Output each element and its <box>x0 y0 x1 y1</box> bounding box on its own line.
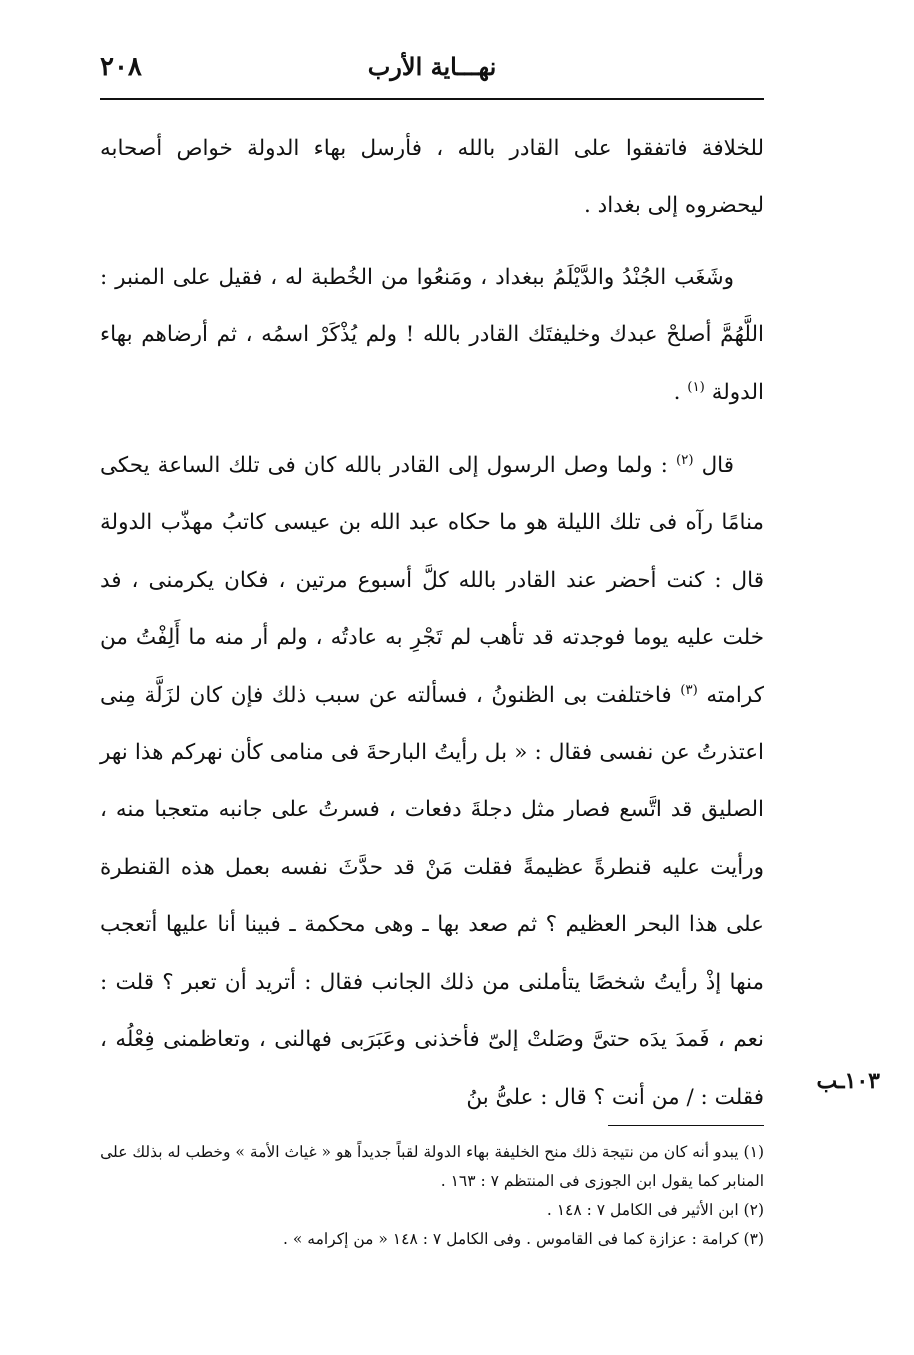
header-rule <box>100 98 764 100</box>
page-header <box>100 48 764 96</box>
manuscript-folio-marker: ١٠٣ـب <box>816 1068 880 1094</box>
paragraph-1: للخلافة فاتفقوا على القادر بالله ، فأرسل بهاء الدولة خواص أصحابه ليحضروه إلى بغداد . <box>100 136 764 219</box>
page-number: ٢٠٨ <box>100 52 142 82</box>
footnote-ref-1: (١) <box>687 379 705 395</box>
paragraph-2 <box>100 249 764 421</box>
paragraph-2-end: . <box>673 379 688 405</box>
footnote-2: (٢) ابن الأثير فى الكامل ٧ : ١٤٨ . <box>546 1201 764 1219</box>
footnotes <box>100 1138 764 1254</box>
paragraph-3-start: قال <box>701 453 735 479</box>
footnote-1: (١) يبدو أنه كان من نتيجة ذلك منح الخليفة بهاء الدولة لقباً جديداً هو « غياث الأمة » وخطب له بذلك على المنابر كما يقول ابن الجوزى فى المنتظم ٧ : ١٦٣ . <box>100 1143 764 1190</box>
footnote-rule <box>608 1125 764 1126</box>
running-title: نهـــاية الأرب <box>367 52 497 81</box>
footnote-ref-2: (٢) <box>675 452 694 468</box>
main-text <box>100 120 764 1126</box>
paragraph-3-text-a: : ولما وصل الرسول إلى القادر بالله كان فى تلك الساعة يحكى منامًا رآه فى تلك الليلة هو ما حكاه عبد الله بن عيسى كاتبُ مهذّب الدولة قال : كنت أحضر عند القادر بالله كلَّ أسبوع مرتين ، فكان يكرمنى ، فد خلت عليه يوما فوجدته قد تأهب لم تَجْرِ به عادتُه ، ولم أر منه ما أَلِفْتُ من كرامته <box>100 453 764 708</box>
footnote-3: (٣) كرامة : عزازة كما فى القاموس . وفى الكامل ٧ : ١٤٨ « من إكرامه » . <box>283 1230 764 1248</box>
paragraph-2-text: وشَغَب الجُنْدُ والدَّيْلَمُ ببغداد ، ومَنعُوا من الخُطبة له ، فقيل على المنبر : اللَّهُمَّ أصلحْ عبدك وخليفتَك القادر بالله ! ولم يُذْكَرْ اسمُه ، ثم أرضاهم بهاء الدولة <box>100 264 764 405</box>
paragraph-3-text-b: فاختلفت بى الظنونُ ، فسألته عن سبب ذلك فإن كان لزَلَّة مِنى اعتذرتُ عن نفسى فقال : « بل رأيتُ البارحةَ فى منامى كأن نهركم هذا نهر الصليق قد اتَّسع فصار مثل دجلةَ دفعات ، فسرتُ على جانبه متعجبا منه ، ورأيت عليه قنطرةً عظيمةً فقلت مَنْ قد حدَّثَ نفسه بعمل هذه القنطرة على هذا البحر العظيم ؟ ثم صعد بها ـ وهى محكمة ـ فبينا أنا عليها أتعجب منها إذْ رأيتُ شخصًا يتأملنى من ذلك الجانب فقال : أتريد أن تعبر ؟ قلت : نعم ، فَمدَ يدَه حتىَّ وصَلتْ إلىّ فأخذنى وعَبَرَبى فهالنى ، وتعاظمنى فِعْلُه ، فقلت : / من أنت ؟ قال : علىُّ بنُ <box>100 682 764 1110</box>
footnote-ref-3: (٣) <box>680 682 698 698</box>
paragraph-3 <box>100 437 764 1126</box>
